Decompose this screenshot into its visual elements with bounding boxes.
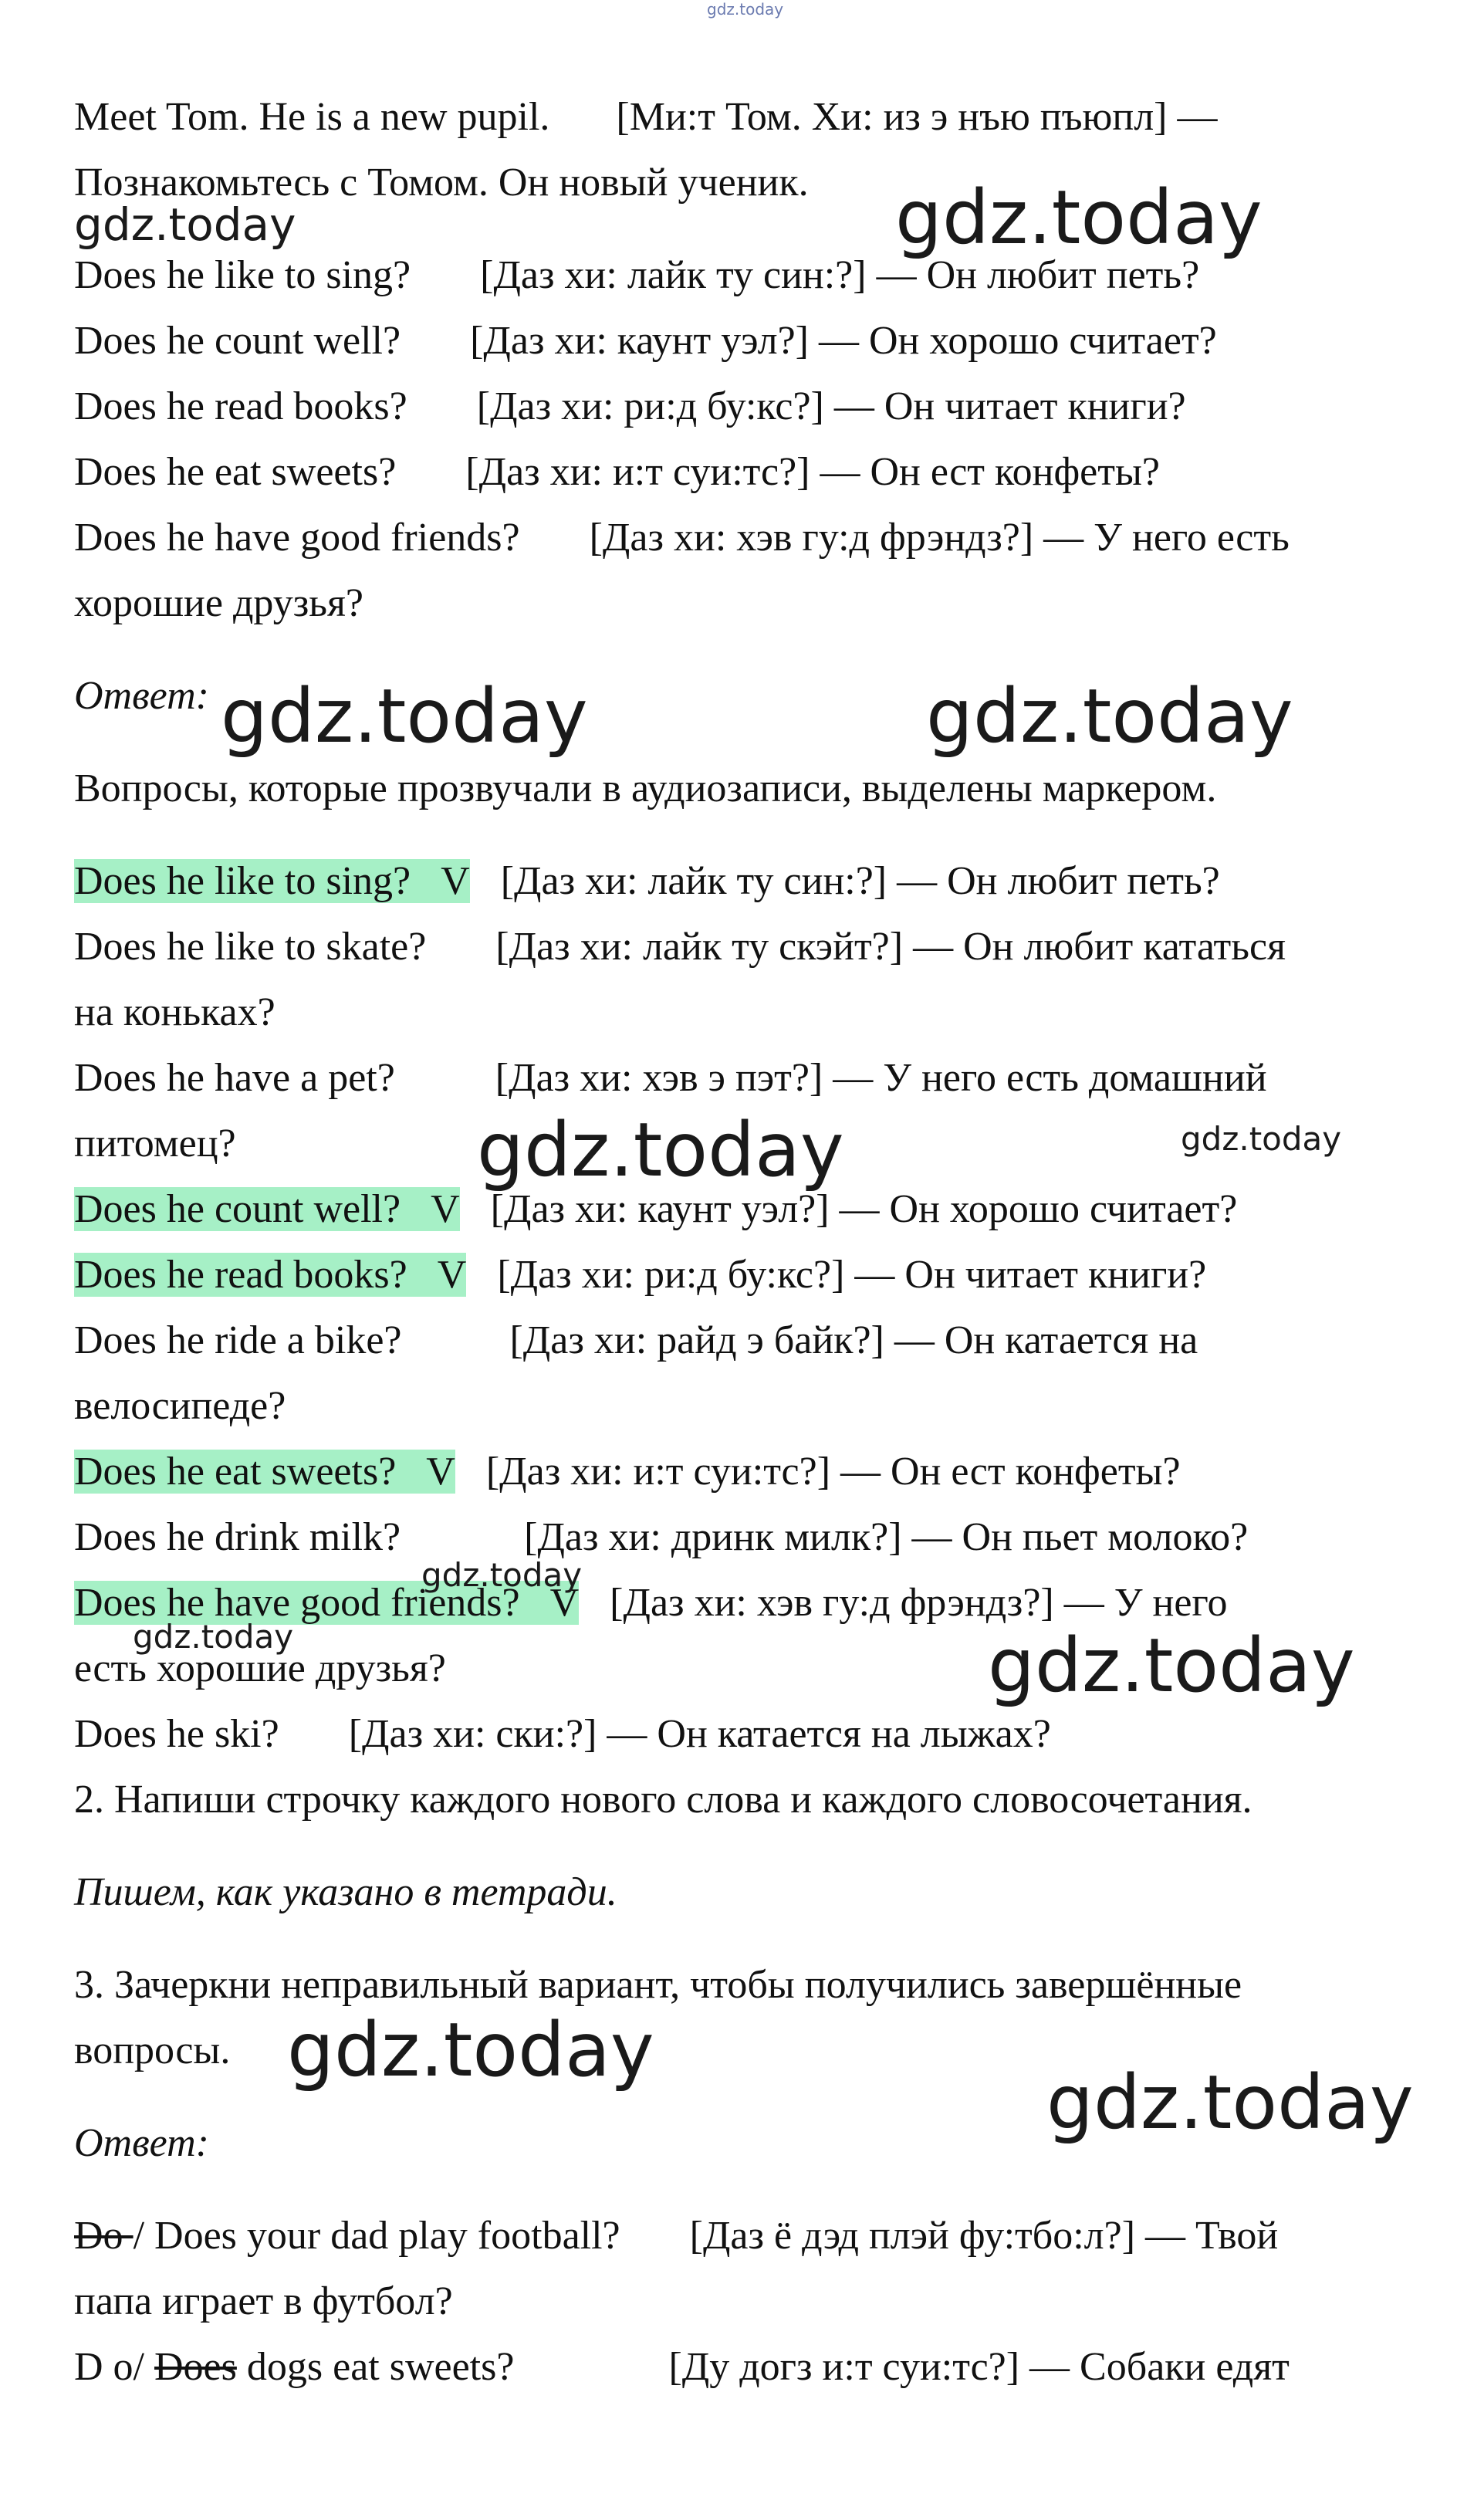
watermark: gdz.today [133, 1618, 294, 1656]
answer-tr: [Даз хи: хэв э пэт?] — У него есть домашний [495, 1056, 1267, 1100]
task3-item-tr: [Ду догз и:т суи:тс?] — Собаки едят [668, 2345, 1290, 2389]
question-en: Does he count well? [74, 319, 401, 363]
intro-en: Meet Tom. He is a new pupil. [74, 95, 550, 139]
question-en: Does he eat sweets? [74, 450, 397, 494]
question-row [74, 382, 1186, 431]
answer-tr: [Даз хи: хэв гу:д фрэндз?] — У него [610, 1581, 1228, 1625]
watermark: gdz.today [477, 1107, 844, 1193]
answer-en: Does he have good friends? [74, 1581, 520, 1625]
intro-line-1 [74, 93, 1217, 142]
task2-answer: Пишем, как указано в тетради. [74, 1870, 617, 1914]
question-row [74, 448, 1160, 497]
question-row [74, 513, 1290, 563]
question-en: Does he like to sing? [74, 253, 411, 297]
question-tr: [Даз хи: ри:д бу:кс?] — Он читает книги? [476, 384, 1186, 428]
answer-row-cont: на коньках? [74, 990, 276, 1034]
answer-en: Does he ride a bike? [74, 1318, 402, 1362]
struck-option: Do [74, 2214, 134, 2258]
answer-tr: [Даз хи: и:т суи:тс?] — Он ест конфеты? [485, 1450, 1181, 1494]
answer-row [74, 1250, 1206, 1300]
answer-tr: [Даз хи: райд э байк?] — Он катается на [509, 1318, 1198, 1362]
question-row-cont: хорошие друзья? [74, 581, 363, 625]
watermark-top: gdz.today [707, 0, 784, 19]
task2-text: 2. Напиши строчку каждого нового слова и каждого словосочетания. [74, 1778, 1252, 1822]
answer-tr: [Даз хи: ски:?] — Он катается на лыжах? [348, 1712, 1051, 1756]
answer-label: Ответ: [74, 674, 209, 718]
task3-item-tr: [Даз ё дэд плэй фу:тбо:л?] — Твой [689, 2214, 1279, 2258]
watermark: gdz.today [1046, 2059, 1414, 2146]
watermark: gdz.today [926, 673, 1293, 760]
answer-row [74, 857, 1220, 906]
check-mark: V [437, 1253, 467, 1297]
task3-item-pre: D o/ [74, 2345, 154, 2389]
answer-row [74, 1513, 1248, 1562]
answer-en: Does he ski? [74, 1712, 279, 1756]
check-mark: V [426, 1450, 455, 1494]
answer-row [74, 1316, 1198, 1365]
answer-tr: [Даз хи: лайк ту син:?] — Он любит петь? [500, 859, 1220, 903]
highlighted-question [74, 1253, 466, 1297]
task3-item-rest: / Does your dad play football? [133, 2214, 620, 2258]
task3-item-rest: dogs eat sweets? [236, 2345, 515, 2389]
task3-answer-label: Ответ: [74, 2121, 209, 2165]
intro-transcription: [Ми:т Том. Хи: из э нъю пъюпл] — [616, 95, 1218, 139]
answer-en: Does he count well? [74, 1187, 401, 1231]
question-tr: [Даз хи: каунт уэл?] — Он хорошо считает? [470, 319, 1217, 363]
answer-en: Does he like to sing? [74, 859, 411, 903]
answer-row [74, 1054, 1267, 1103]
answer-tr: [Даз хи: дринк милк?] — Он пьет молоко? [524, 1515, 1249, 1559]
answer-row [74, 922, 1286, 972]
highlighted-question [74, 1187, 460, 1231]
answer-note: Вопросы, которые прозвучали в аудиозаписи, выделены маркером. [74, 766, 1217, 810]
task3-line-1: 3. Зачеркни неправильный вариант, чтобы получились завершённые [74, 1963, 1242, 2007]
question-en: Does he have good friends? [74, 516, 520, 560]
answer-row-cont: питомец? [74, 1122, 236, 1166]
struck-option: Does [154, 2345, 237, 2389]
question-tr: [Даз хи: лайк ту син:?] — Он любит петь? [480, 253, 1200, 297]
answer-tr: [Даз хи: каунт уэл?] — Он хорошо считает? [490, 1187, 1238, 1231]
answer-tr: [Даз хи: лайк ту скэйт?] — Он любит кататься [495, 925, 1286, 969]
intro-line-2: Познакомьтесь с Томом. Он новый ученик. [74, 161, 809, 205]
check-mark: V [549, 1581, 580, 1625]
answer-row-cont: есть хорошие друзья? [74, 1646, 446, 1690]
answer-en: Does he read books? [74, 1253, 407, 1297]
task3-item-1-cont: папа играет в футбол? [74, 2279, 453, 2323]
question-row [74, 316, 1217, 366]
answer-en: Does he eat sweets? [74, 1450, 397, 1494]
highlighted-question [74, 859, 470, 903]
answer-row-cont: велосипеде? [74, 1384, 286, 1428]
answer-tr: [Даз хи: ри:д бу:кс?] — Он читает книги? [497, 1253, 1207, 1297]
answer-en: Does he drink milk? [74, 1515, 401, 1559]
question-tr: [Даз хи: хэв гу:д фрэндз?] — У него есть [589, 516, 1290, 560]
check-mark: V [431, 1187, 460, 1231]
highlighted-question [74, 1450, 455, 1494]
task3-item-2 [74, 2343, 1290, 2392]
answer-row [74, 1710, 1051, 1759]
task3-line-2: вопросы. [74, 2028, 231, 2072]
question-tr: [Даз хи: и:т суи:тс?] — Он ест конфеты? [465, 450, 1160, 494]
watermark: gdz.today [421, 1556, 583, 1594]
watermark: gdz.today [1181, 1120, 1342, 1158]
watermark: gdz.today [988, 1622, 1355, 1709]
watermark: gdz.today [221, 673, 588, 760]
check-mark: V [441, 859, 470, 903]
task3-item-1 [74, 2211, 1278, 2261]
answer-en: Does he like to skate? [74, 925, 427, 969]
answer-en: Does he have a pet? [74, 1056, 395, 1100]
answer-row [74, 1447, 1181, 1497]
watermark: gdz.today [895, 174, 1263, 261]
watermark: gdz.today [287, 2007, 654, 2093]
question-en: Does he read books? [74, 384, 407, 428]
watermark: gdz.today [74, 198, 296, 251]
